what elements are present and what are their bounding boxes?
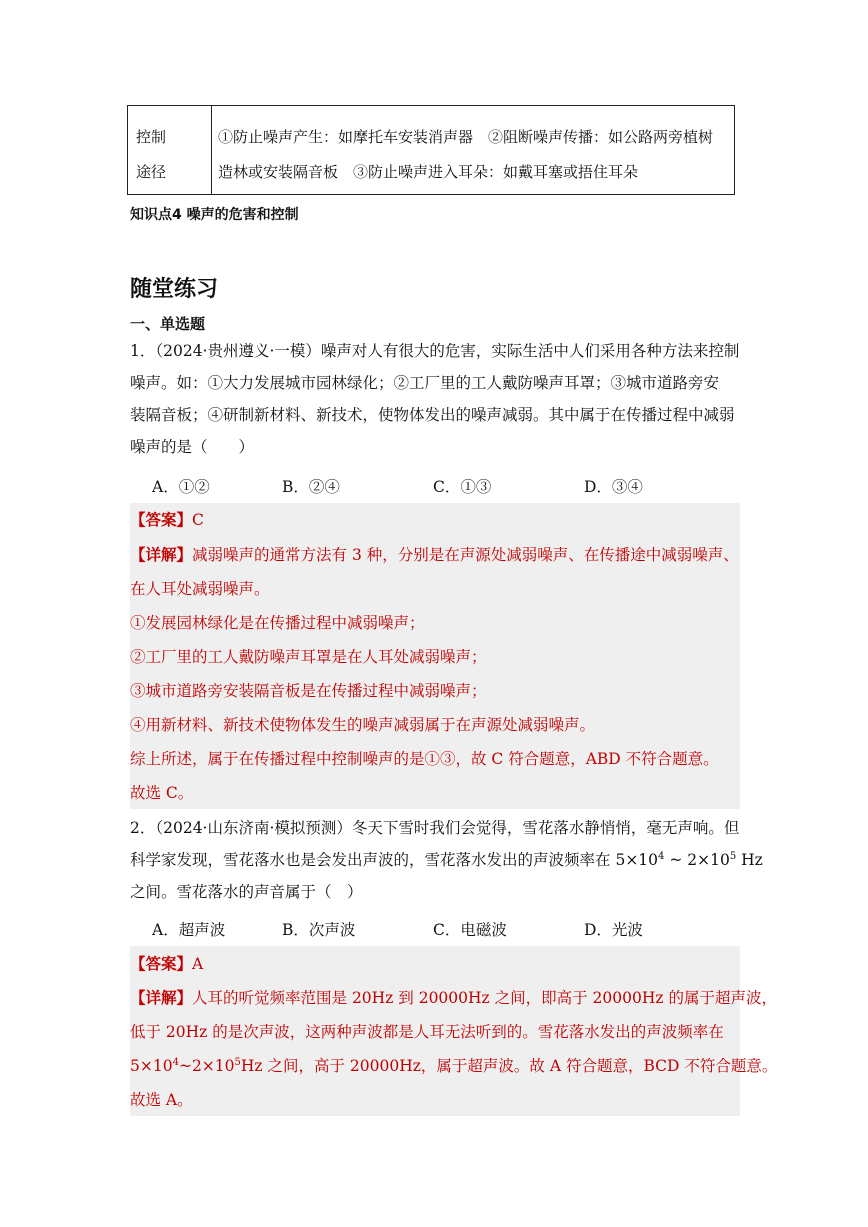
q1-option-d[interactable]: D．③④ <box>584 478 643 496</box>
question-2-answer-box <box>130 946 778 1116</box>
q1-detail-first <box>130 539 739 571</box>
q1-detail-line: ①发展园林绿化是在传播过程中减弱噪声； <box>130 614 425 632</box>
q1-line: 1．（2024·贵州遵义·一模）噪声对人有很大的危害，实际生活中人们采用各种方法来控制 <box>130 342 740 360</box>
formula-base-b: ~2×10 <box>178 1057 235 1075</box>
body-line-2: 造林或安装隔音板 ③防止噪声进入耳朵：如戴耳塞或捂住耳朵 <box>218 163 639 181</box>
q1-detail-line: ④用新材料、新技术使物体发生的噪声减弱属于在声源处减弱噪声。 <box>130 716 596 734</box>
formula-exp-a: 4 <box>658 850 665 862</box>
answer-tag: 【答案】 <box>130 955 193 973</box>
q1-option-a[interactable]: A．①② <box>152 478 210 496</box>
control-methods-table <box>127 105 735 195</box>
question-1-answer-box <box>130 503 740 809</box>
table-body-cell <box>212 106 734 194</box>
q2-line-2: 科学家发现，雪花落水也是会发出声波的，雪花落水发出的声波频率在 <box>130 851 611 869</box>
q1-detail-line: ②工厂里的工人戴防噪声耳罩是在人耳处减弱噪声； <box>130 648 487 666</box>
label-line-1: 控制 <box>136 128 167 146</box>
q2-detail-line: 低于 20Hz 的是次声波，这两种声波都是人耳无法听到的。雪花落水发出的声波频率在 <box>130 1023 724 1041</box>
question-1-options <box>130 471 740 503</box>
q2-answer <box>130 948 203 980</box>
detail-text: 人耳的听觉频率范围是 20Hz 到 20000Hz 之间，即高于 20000Hz 的属于超声波， <box>192 989 777 1007</box>
q1-detail-line: 故选 C。 <box>130 784 194 802</box>
q1-detail-line: 在人耳处减弱噪声。 <box>130 580 270 598</box>
q2-option-c[interactable]: C．电磁波 <box>433 921 507 939</box>
q1-line: 噪声。如：①大力发展城市园林绿化；②工厂里的工人戴防噪声耳罩；③城市道路旁安 <box>130 374 720 392</box>
q1-detail-line: 综上所述，属于在传播过程中控制噪声的是①③，故 C 符合题意，ABD 不符合题意。 <box>130 750 719 768</box>
q1-option-b[interactable]: B．②④ <box>282 478 340 496</box>
question-1-text <box>130 335 740 463</box>
formula-exp-b: 5 <box>729 850 737 862</box>
q1-option-c[interactable]: C．①③ <box>433 478 492 496</box>
q1-detail-line: ③城市道路旁安装隔音板是在传播过程中减弱噪声； <box>130 682 487 700</box>
formula-base-a: 5×10 <box>615 851 659 869</box>
formula-base-b: ~ 2×10 <box>664 851 730 869</box>
formula-base-a: 5×10 <box>130 1057 173 1075</box>
q2-line: 2．（2024·山东济南·模拟预测）冬天下雪时我们会觉得，雪花落水静悄悄，毫无声响。但 <box>130 819 740 837</box>
q2-detail-line-formula <box>130 1050 777 1082</box>
q2-line: 之间。雪花落水的声音属于（ ） <box>130 883 363 901</box>
body-line-1: ①防止噪声产生：如摩托车安装消声器 ②阻断噪声传播：如公路两旁植树 <box>218 128 714 146</box>
q2-detail-first <box>130 982 777 1014</box>
formula-exp-b: 5 <box>234 1056 241 1068</box>
q2-detail-line: 故选 A。 <box>130 1091 193 1109</box>
q1-line: 装隔音板；④研制新材料、新技术，使物体发出的噪声减弱。其中属于在传播过程中减弱 <box>130 406 735 424</box>
frequency-formula <box>615 851 762 869</box>
question-2-options <box>130 914 740 946</box>
answer-tag: 【答案】 <box>130 511 193 529</box>
question-2-text <box>130 812 763 908</box>
q1-answer <box>130 504 204 536</box>
detail-tag: 【详解】 <box>130 989 193 1007</box>
formula-exp-a: 4 <box>172 1056 179 1068</box>
section-title: 随堂练习 <box>130 277 219 302</box>
table-label-cell <box>128 106 212 194</box>
q2-option-d[interactable]: D．光波 <box>584 921 643 939</box>
detail-text: Hz 之间，高于 20000Hz，属于超声波。故 A 符合题意，BCD 不符合题意。 <box>240 1057 778 1075</box>
detail-text: 减弱噪声的通常方法有 3 种，分别是在声源处减弱噪声、在传播途中减弱噪声、 <box>192 546 739 564</box>
formula-unit: Hz <box>736 851 763 869</box>
q1-line: 噪声的是（ ） <box>130 438 255 456</box>
subsection-title: 一、单选题 <box>130 315 206 333</box>
answer-value: C <box>192 511 204 529</box>
label-line-2: 途径 <box>136 163 167 181</box>
q2-line-with-formula <box>130 844 763 876</box>
answer-value: A <box>192 955 204 973</box>
q2-option-b[interactable]: B．次声波 <box>282 921 356 939</box>
q2-option-a[interactable]: A．超声波 <box>152 921 226 939</box>
detail-tag: 【详解】 <box>130 546 193 564</box>
knowledge-point-title: 知识点4 噪声的危害和控制 <box>130 207 299 223</box>
